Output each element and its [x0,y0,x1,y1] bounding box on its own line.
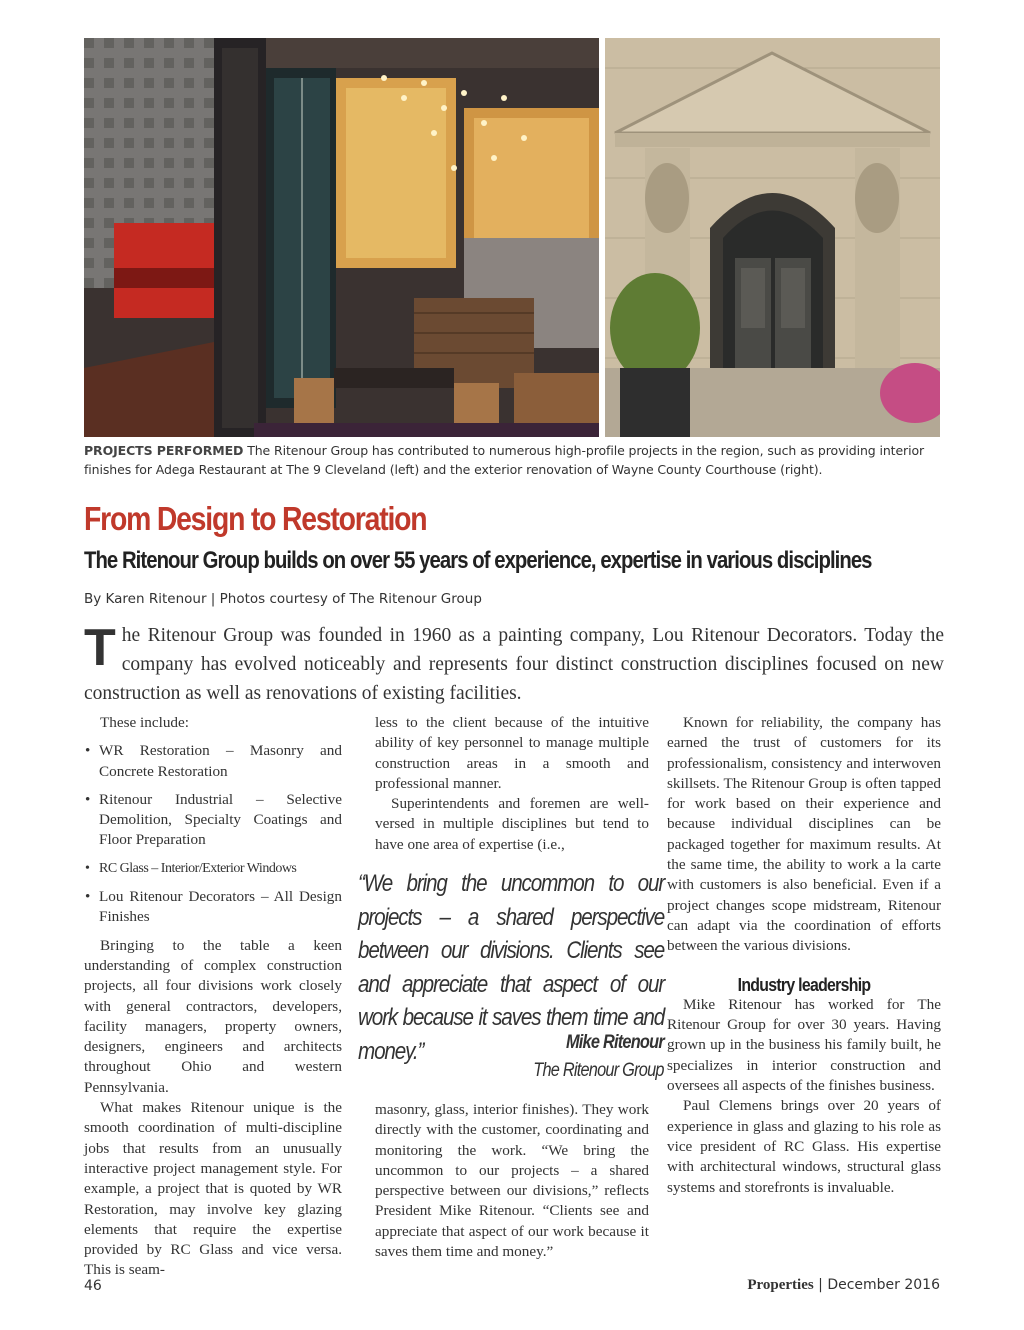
pull-quote [358,867,665,1081]
issue-date: | December 2016 [813,1277,940,1293]
column-2-bottom [375,1100,649,1262]
section-heading: Industry leadership [737,974,871,995]
pull-quote-text: “We bring the uncommon to our projects – a shared perspective between our divisions. Clients see and appreciate that aspect of our work because it saves them time and money.” [358,870,665,1065]
pull-quote-org: The Ritenour Group [533,1060,664,1081]
magazine-name: Properties [747,1277,814,1293]
list-item: • WR Restoration – Masonry and Concrete Restoration [84,741,342,782]
byline: By Karen Ritenour | Photos courtesy of The Ritenour Group [84,591,482,607]
photo-caption [84,441,944,479]
article-subhead: The Ritenour Group builds on over 55 years of experience, expertise in various disciplines [84,547,872,574]
page-number: 46 [84,1278,102,1294]
col2-paragraph-2: Superintendents and foremen are well-versed in multiple disciplines but tend to have one area of expertise (i.e., [375,795,649,853]
list-item: • Ritenour Industrial – Selective Demolition, Specialty Coatings and Floor Preparation [84,790,342,851]
col1-intro: These include: [100,714,189,731]
restaurant-photo [84,38,599,437]
pull-quote-name: Mike Ritenour [566,1032,664,1053]
caption-label: PROJECTS PERFORMED [84,443,244,458]
column-1 [84,713,342,1281]
footer-credit [747,1277,940,1294]
list-item: • Lou Ritenour Decorators – All Design Finishes [84,887,342,928]
list-item: • RC Glass – Interior/Exterior Windows [84,859,342,879]
column-3 [667,713,941,1198]
col1-paragraph-1: Bringing to the table a keen understanding of complex construction projects, all four divisions work closely with general contractors, developers, facility managers, property owners, designers, engineers and architects throughout Ohio and western Pennsylvania. [84,936,342,1096]
drop-cap: T [84,619,116,677]
caption-text: The Ritenour Group has contributed to numerous high-profile projects in the region, such as providing interior finishes for Adega Restaurant at The 9 Cleveland (left) and the exterior renovation of Wayne County Courthouse (right). [84,443,925,477]
lead-paragraph [84,621,944,708]
article-headline: From Design to Restoration [84,500,427,537]
lead-text: he Ritenour Group was founded in 1960 as a painting company, Lou Ritenour Decorators. Today the company has evolved noticeably and represents four distinct construction disciplines focused on new construction as well as renovations of existing facilities. [84,625,944,704]
col2-paragraph-3: masonry, glass, interior finishes). They work directly with the customer, coordinating and monitoring the work. “We bring the uncommon to our projects – a shared perspective between our divisions,” reflects President Mike Ritenour. “Clients see and appreciate that aspect of our work because it saves them time and money.” [375,1101,649,1261]
col3-paragraph-2: Mike Ritenour has worked for The Ritenour Group for over 30 years. Having grown up in the business his family built, he specializes in interior construction and oversees all aspects of the finishes business. [667,995,941,1095]
col3-paragraph-3: Paul Clemens brings over 20 years of experience in glass and glazing to his role as vice president of RC Glass. His expertise with architectural windows, structural glass systems and storefronts is invaluable. [667,1097,941,1196]
col1-paragraph-2: What makes Ritenour unique is the smooth coordination of multi-discipline jobs that results from an unusually interactive project management style. For example, a project that is quoted by WR Restoration, may involve key glazing elements that require the expertise provided by RC Glass and vice versa. This is seam- [84,1099,342,1279]
col3-paragraph-1: Known for reliability, the company has earned the trust of customers for its professionalism, consistency and interwoven skillsets. The Ritenour Group is often tapped for work based on their experience and because individual disciplines can be packaged together for maximum results. At the same time, the ability to work a la carte with customers is also beneficial. Even if a project changes scope midstream, Ritenour can adapt via the coordination of efforts between the various divisions. [667,714,941,955]
courthouse-photo [605,38,940,437]
col2-paragraph-1: less to the client because of the intuitive ability of key personnel to manage multiple construction areas in a smooth and professional manner. [375,714,649,792]
column-2-top [375,713,649,855]
divisions-list [84,741,342,927]
